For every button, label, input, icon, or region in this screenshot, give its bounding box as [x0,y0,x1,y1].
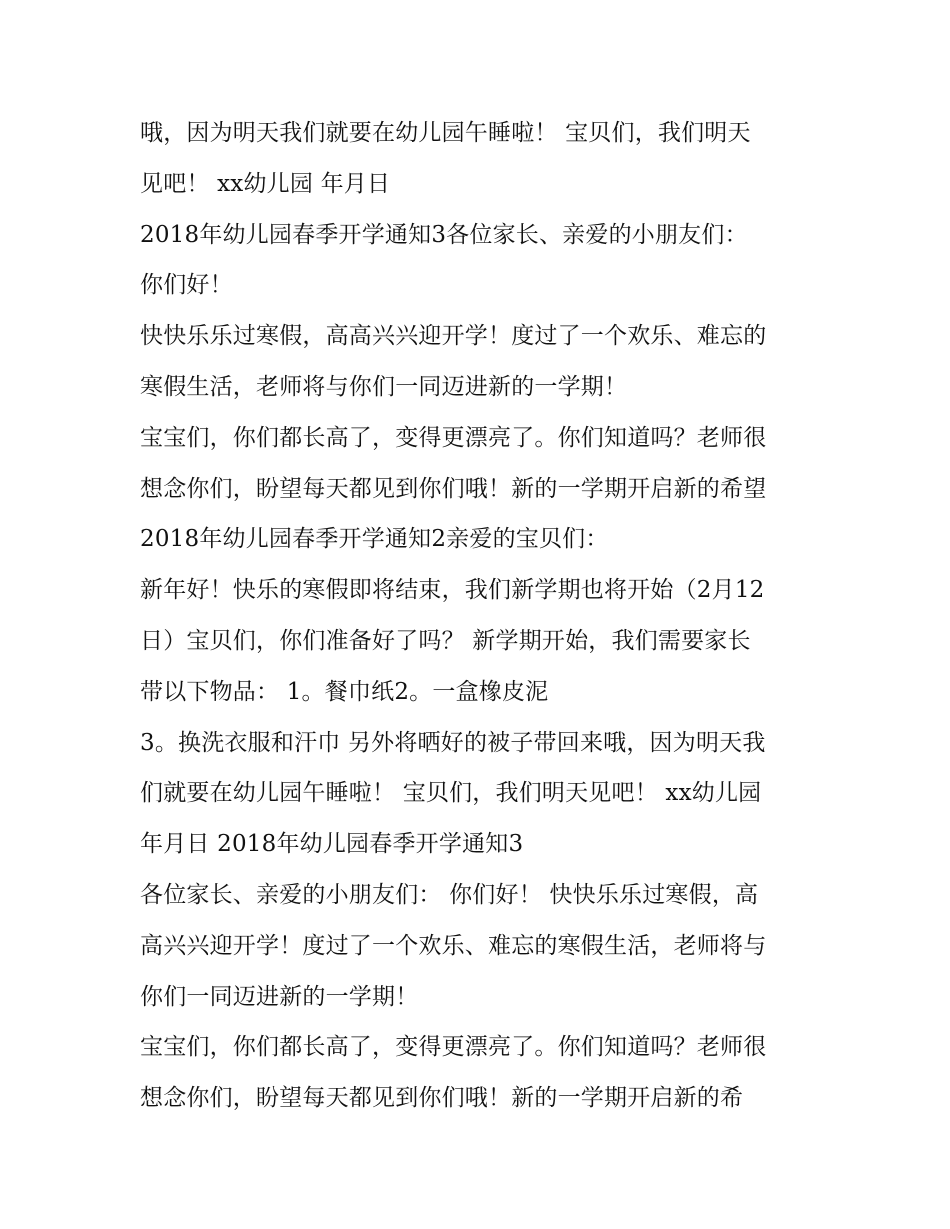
text-line: 们就要在幼儿园午睡啦！ 宝贝们，我们明天见吧！ xx幼儿园 [140,780,762,807]
text-line: 新年好！快乐的寒假即将结束，我们新学期也将开始（2月12 [140,577,765,604]
text-line: 年月日 2018年幼儿园春季开学通知3 [140,831,524,858]
text-line: 各位家长、亲爱的小朋友们： 你们好！ 快快乐乐过寒假，高 [140,881,759,908]
text-line: 哦，因为明天我们就要在幼儿园午睡啦！ 宝贝们，我们明天 [140,120,751,146]
document-body [140,108,830,1124]
text-line: 想念你们，盼望每天都见到你们哦！新的一学期开启新的希望 [140,475,767,502]
text-line: 宝宝们，你们都长高了，变得更漂亮了。你们知道吗？老师很 [140,1034,767,1061]
text-line: 宝宝们，你们都长高了，变得更漂亮了。你们知道吗？老师很 [140,424,767,451]
text-line: 想念你们，盼望每天都见到你们哦！新的一学期开启新的希 [140,1085,744,1112]
text-line: 你们一同迈进新的一学期！ [140,983,419,1010]
text-line: 寒假生活，老师将与你们一同迈进新的一学期！ [140,373,628,400]
text-line: 2018年幼儿园春季开学通知2亲爱的宝贝们： [140,526,609,553]
text-line: 2018年幼儿园春季开学通知3各位家长、亲爱的小朋友们： [140,221,748,248]
text-line: 日）宝贝们，你们准备好了吗？ 新学期开始，我们需要家长 [140,627,751,654]
text-line: 带以下物品： 1。餐巾纸2。一盒橡皮泥 [140,678,549,705]
text-line: 高兴兴迎开学！度过了一个欢乐、难忘的寒假生活，老师将与 [140,932,767,959]
text-line: 3。换洗衣服和汗巾 另外将晒好的被子带回来哦，因为明天我 [140,729,766,756]
text-line: 你们好！ [140,272,233,299]
text-line: 见吧！ xx幼儿园 年月日 [140,170,391,197]
text-line: 快快乐乐过寒假，高高兴兴迎开学！度过了一个欢乐、难忘的 [140,323,767,350]
